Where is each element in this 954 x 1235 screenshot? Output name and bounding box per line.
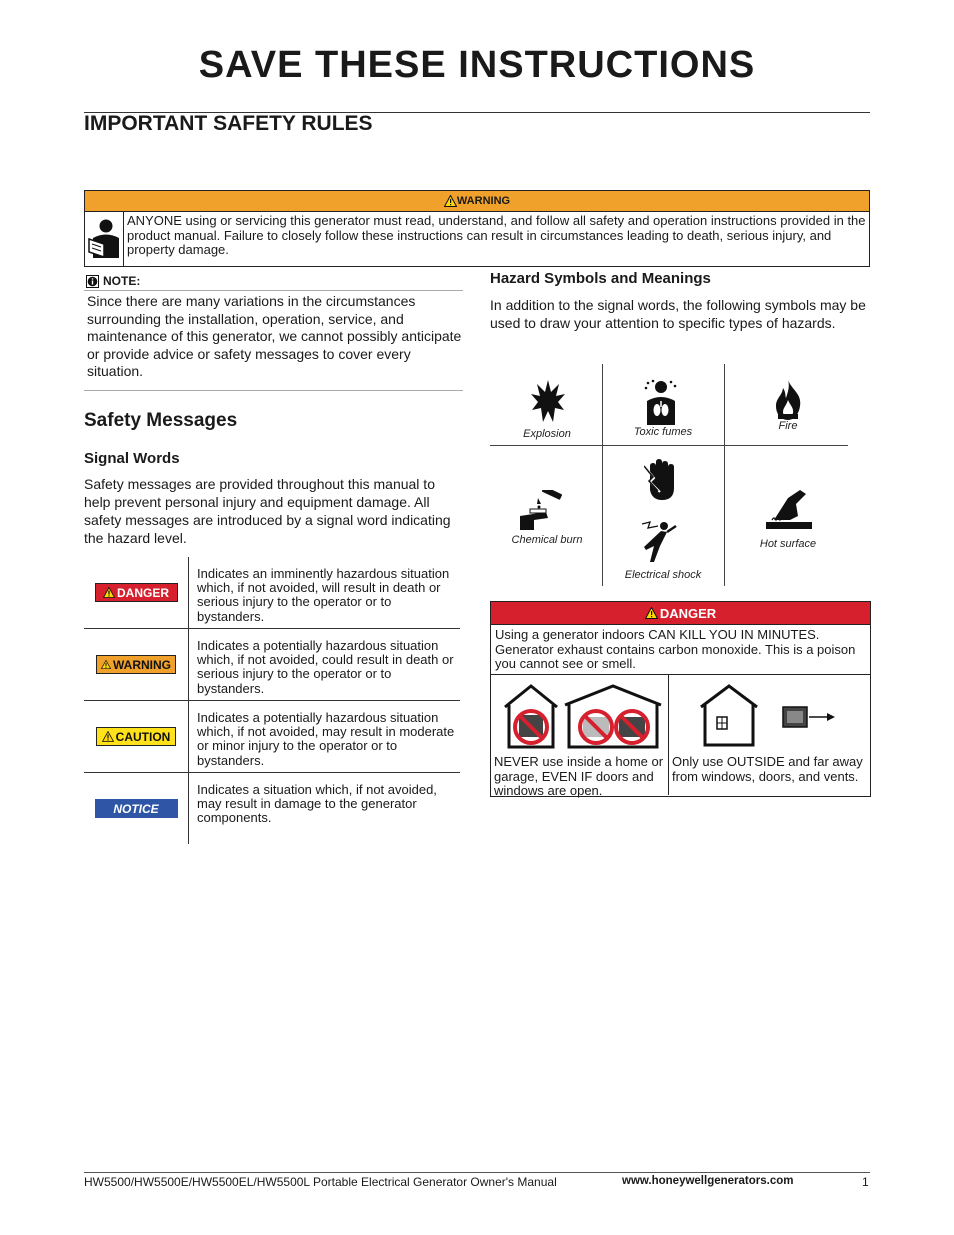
chemical-burn-label: Chemical burn <box>511 534 583 546</box>
toxic-fumes-label: Toxic fumes <box>633 426 693 438</box>
grid-divider <box>602 364 603 586</box>
note-divider-top <box>84 290 463 291</box>
hot-surface-icon <box>766 490 812 530</box>
danger-badge: DANGER <box>95 583 178 602</box>
warning-banner-text: ANYONE using or servicing this generator must read, understand, and follow all safety and operation instructions provided in the product manual. Failure to closely follow these instructions can result in circumstances leading to death, serious injury, and property damage. <box>127 213 866 257</box>
carbon-monoxide-danger-box <box>490 601 871 797</box>
never-indoors-text: NEVER use inside a home or garage, EVEN IF doors and windows are open. <box>494 754 664 798</box>
note-label: NOTE: <box>103 274 141 288</box>
grid-divider <box>490 445 848 446</box>
signal-description: Indicates a potentially hazardous situation which, if not avoided, may result in moderate or minor injury to the operator or to bystanders. <box>197 710 455 768</box>
warning-icon-cell <box>85 212 124 266</box>
toxic-fumes-icon <box>642 379 680 425</box>
warning-banner-header <box>85 191 869 212</box>
safety-messages-title: Safety Messages <box>84 410 238 431</box>
table-row <box>84 557 460 628</box>
footer-model: HW5500/HW5500E/HW5500EL/HW5500L Portable Electrical Generator Owner's Manual <box>84 1175 557 1189</box>
hot-surface-label: Hot surface <box>759 538 817 550</box>
chemical-burn-icon <box>520 490 564 530</box>
explosion-icon <box>531 380 565 422</box>
table-row <box>84 628 460 700</box>
outside-only-panel <box>669 675 870 795</box>
fire-label: Fire <box>778 420 798 432</box>
signal-description: Indicates an imminently hazardous situation which, if not avoided, will result in death or serious injury to the operator or to bystanders. <box>197 566 450 624</box>
warning-signal-word: WARNING <box>456 195 511 207</box>
note-divider-bottom <box>84 390 463 391</box>
table-row <box>84 700 460 772</box>
alert-triangle-icon <box>102 731 114 742</box>
signal-description: Indicates a potentially hazardous situation which, if not avoided, could result in death or serious injury to the operator or to bystanders. <box>197 638 454 696</box>
danger-box-text: Using a generator indoors CAN KILL YOU IN MINUTES. Generator exhaust contains carbon monoxide. This is a poison you cannot see or smell. <box>491 625 870 675</box>
footer-divider <box>84 1172 870 1173</box>
alert-triangle-icon <box>101 659 111 670</box>
hazard-symbols-intro: In addition to the signal words, the following symbols may be used to draw your attention to specific types of hazards. <box>490 297 866 331</box>
fire-icon <box>774 380 802 420</box>
signal-description: Indicates a situation which, if not avoided, may result in damage to the generator components. <box>197 782 437 826</box>
signal-words-intro: Safety messages are provided throughout this manual to help prevent personal injury and equipment damage. All safety messages are introduced by a signal word indicating the hazard level. <box>84 476 451 546</box>
outside-only-text: Only use OUTSIDE and far away from windows, doors, and vents. <box>672 754 863 784</box>
page-number: 1 <box>862 1175 869 1189</box>
signal-words-title: Signal Words <box>84 450 180 467</box>
electrical-shock-label: Electrical shock <box>624 569 702 581</box>
shock-hand-icon <box>644 458 680 502</box>
alert-triangle-icon <box>645 607 658 619</box>
table-row <box>84 772 460 844</box>
info-icon <box>86 275 99 288</box>
notice-badge: NOTICE <box>95 799 178 818</box>
alert-triangle-icon <box>103 587 115 598</box>
footer-url-link[interactable]: www.honeywellgenerators.com <box>622 1175 794 1187</box>
signal-words-table <box>84 557 460 844</box>
hazard-symbols-grid <box>490 364 852 586</box>
warning-banner <box>84 190 870 267</box>
shock-person-icon <box>640 520 678 562</box>
note-text: Since there are many variations in the circumstances surrounding the installation, operation, service, and maintenance of this generator, we cannot possibly anticipate or provide advice or safety messages to cover every situation. <box>87 293 462 379</box>
outdoor-generator-icon <box>699 683 839 747</box>
danger-box-header <box>491 602 870 625</box>
danger-signal-word: DANGER <box>659 605 717 621</box>
hazard-symbols-title: Hazard Symbols and Meanings <box>490 270 711 287</box>
caution-badge: CAUTION <box>96 727 176 746</box>
warning-badge: WARNING <box>96 655 176 674</box>
never-indoors-panel <box>491 675 669 798</box>
note-header <box>86 274 140 288</box>
read-manual-icon <box>85 218 123 260</box>
explosion-label: Explosion <box>523 428 571 440</box>
no-indoor-generator-icon <box>503 683 663 749</box>
grid-divider <box>724 364 725 586</box>
page-title: SAVE THESE INSTRUCTIONS <box>198 44 756 86</box>
section-title: IMPORTANT SAFETY RULES <box>84 112 373 135</box>
alert-triangle-icon <box>444 195 457 207</box>
